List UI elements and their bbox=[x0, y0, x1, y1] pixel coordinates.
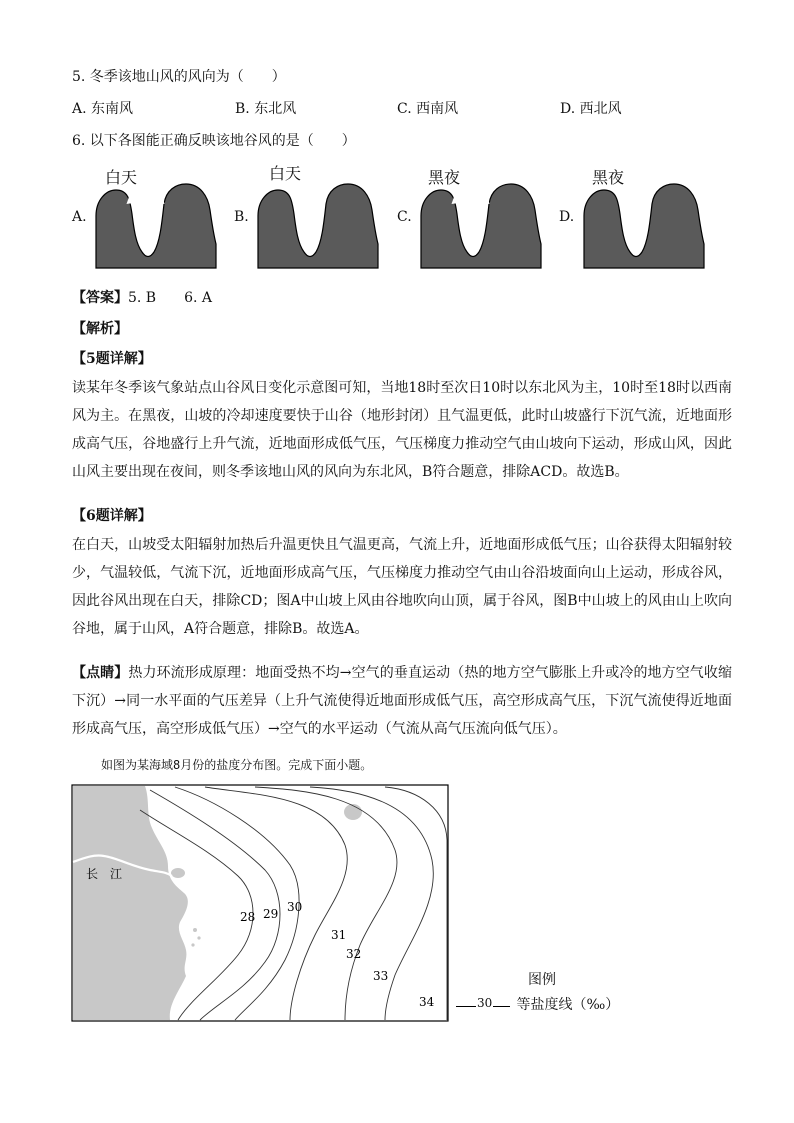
detail5-tag: 【5题详解】 bbox=[72, 351, 152, 367]
island bbox=[193, 928, 197, 932]
q6-diagram-c-label: 黑夜 bbox=[428, 168, 461, 187]
q5-option-d: D. 西北风 bbox=[560, 101, 622, 117]
legend-row bbox=[456, 994, 619, 1014]
tip-tag: 【点睛】 bbox=[72, 665, 129, 681]
isoline-label-31: 31 bbox=[331, 928, 347, 942]
legend-sample-value: 30 bbox=[477, 996, 493, 1010]
detail6-tag: 【6题详解】 bbox=[72, 508, 152, 524]
tip-body: 热力环流形成原理：地面受热不均→空气的垂直运动（热的地方空气膨胀上升或冷的地方空气收缩下沉）→同一水平面的气压差异（上升气流使得近地面形成低气压，高空形成高气压，下沉气流使得近地面形成高气压，高空形成低气压）→空气的水平运动（气流从高气压流向低气压）。 bbox=[72, 665, 732, 737]
isoline-label-34: 34 bbox=[419, 995, 435, 1009]
detail5-body: 读某年冬季该气象站点山谷风日变化示意图可知，当地18时至次日10时以东北风为主，10时至18时以西南风为主。在黑夜，山坡的冷却速度要快于山谷（地形封闭）且气温更低，此时山坡盛行下沉气流，近地面形成高气压，谷地盛行上升气流，近地面形成低气压，气压梯度力推动空气由山坡向下运动，形成山风，因此山风主要出现在夜间，则冬季该地山风的风向为东北风，B符合题意，排除ACD。故选B。 bbox=[72, 380, 732, 480]
q6-diagram-b-label: 白天 bbox=[269, 164, 302, 183]
q5-option-b: B. 东北风 bbox=[235, 101, 297, 117]
q6-option-a-letter: A. bbox=[72, 209, 87, 225]
island bbox=[344, 804, 362, 820]
isoline-label-30: 30 bbox=[287, 900, 303, 914]
legend-line-sample bbox=[456, 998, 510, 1012]
q5-option-a: A. 东南风 bbox=[72, 101, 134, 117]
q5-option-c: C. 西南风 bbox=[397, 101, 459, 117]
legend-text: 等盐度线（‰） bbox=[516, 997, 620, 1013]
q6-diagram-a-label: 白天 bbox=[105, 168, 138, 187]
river-label: 长 江 bbox=[86, 867, 123, 881]
map-intro: 如图为某海域8月份的盐度分布图。完成下面小题。 bbox=[101, 758, 373, 772]
island bbox=[191, 943, 194, 946]
q6-option-c-letter: C. bbox=[397, 209, 412, 225]
q6-stem: 6. 以下各图能正确反映该地谷风的是（ ） bbox=[72, 133, 356, 149]
q5-stem: 5. 冬季该地山风的风向为（ ） bbox=[72, 69, 286, 85]
isoline-label-32: 32 bbox=[346, 947, 362, 961]
isoline-label-33: 33 bbox=[373, 969, 389, 983]
q6-diagram-d-label: 黑夜 bbox=[592, 168, 625, 187]
detail6-body: 在白天，山坡受太阳辐射加热后升温更快且气温更高，气流上升，近地面形成低气压；山谷获得太阳辐射较少，气温较低，气流下沉，近地面形成高气压，气压梯度力推动空气由山谷沿坡面向山上运动，形成谷风，因此谷风出现在白天，排除CD；图A中山坡上风由谷地吹向山顶，属于谷风，图B中山坡上的风由山上吹向谷地，属于山风，A符合题意，排除B。故选A。 bbox=[72, 537, 732, 637]
legend-title: 图例 bbox=[528, 972, 556, 988]
analysis-tag: 【解析】 bbox=[72, 321, 128, 337]
q6-option-b-letter: B. bbox=[234, 209, 249, 225]
answer-tag: 【答案】 bbox=[72, 290, 128, 306]
q6-option-d-letter: D. bbox=[559, 209, 575, 225]
island bbox=[197, 936, 200, 939]
answer-text: 5. B 6. A bbox=[128, 290, 213, 306]
isoline-label-28: 28 bbox=[240, 910, 256, 924]
isoline-label-29: 29 bbox=[263, 907, 279, 921]
island bbox=[171, 868, 185, 878]
